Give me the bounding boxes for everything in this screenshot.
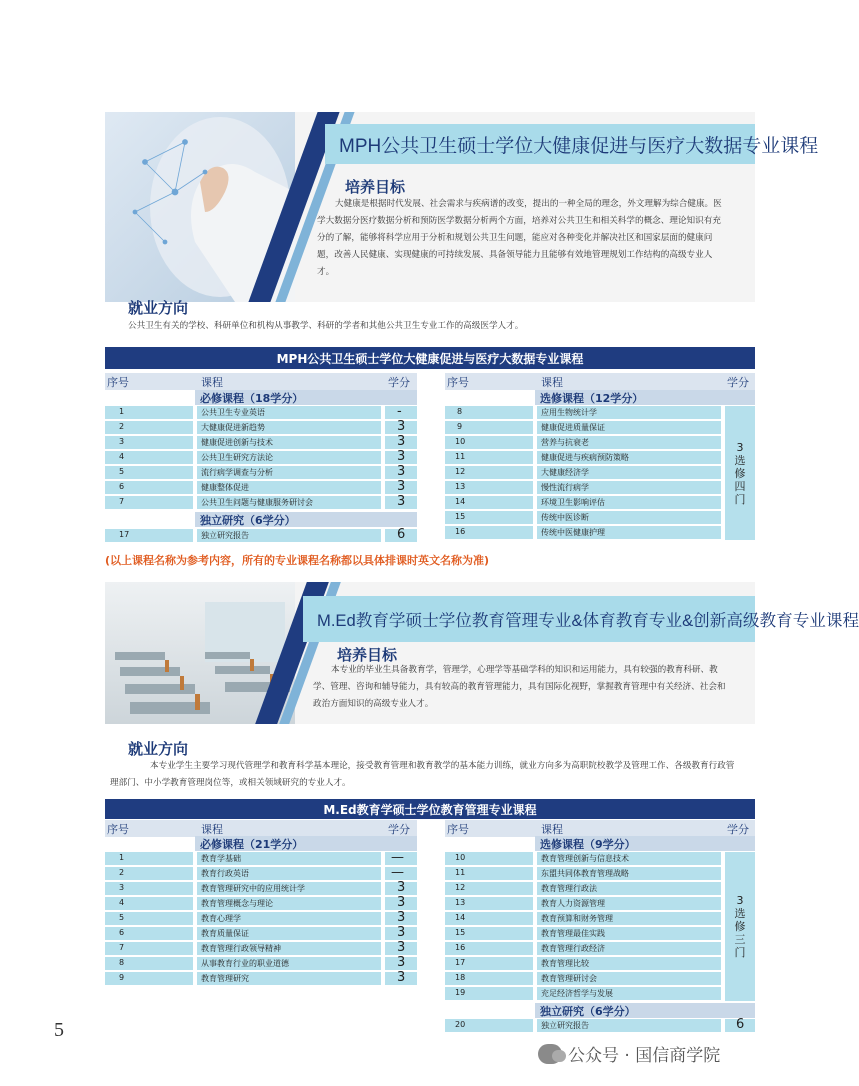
table-row: 6 健康整体促进 3 [105,480,417,495]
med-right-header [445,820,755,837]
header-no: 序号 [107,823,129,836]
header-course: 课程 [541,376,563,389]
med-required-category: 必修课程（21学分） [105,836,417,851]
med-banner-title-bar [303,596,859,642]
table-row: 11 东盟共同体教育管理战略 [445,866,755,881]
table-row: 7 教育管理行政领导精神 3 [105,941,417,956]
mph-banner [105,112,819,302]
table-row: 10 营养与抗衰老 [445,435,755,450]
table-row: 14 环境卫生影响评估 [445,495,755,510]
med-employment-text: 本专业学生主要学习现代管理学和教育科学基本理论，接受教育管理和教育教学的基本能力训练，就业方向多为高职院校教学及管理工作、各级教育行政管理部门、中小学教育管理岗位等，或相关领域研究的专业人才。 [110,761,735,788]
table-row: 19 充足经济哲学与发展 [445,986,755,1001]
mph-research-category: 独立研究（6学分） [105,512,417,527]
table-row: 4 公共卫生研究方法论 3 [105,450,417,465]
course-note: (以上课程名称为参考内容，所有的专业课程名称都以具体排课时英文名称为准) [105,554,490,567]
header-no: 序号 [447,823,469,836]
header-course: 课程 [201,376,223,389]
med-right-table [445,836,755,1036]
mph-elective-category: 选修课程（12学分） [445,390,755,405]
table-row: 17 教育管理比较 [445,956,755,971]
watermark [538,1041,720,1066]
table-row: 11 健康促进与疾病预防策略 [445,450,755,465]
mph-employment-heading: 就业方向 [128,299,189,317]
mph-goal-heading: 培养目标 [345,178,406,196]
header-course: 课程 [201,823,223,836]
header-credit: 学分 [388,823,410,836]
mph-table-title: MPH公共卫生硕士学位大健康促进与医疗大数据专业课程 [105,347,755,369]
table-row: 8 从事教育行业的职业道德 3 [105,956,417,971]
table-row: 16 教育管理行政经济 [445,941,755,956]
table-row: 5 流行病学调查与分析 3 [105,465,417,480]
mph-right-header [445,373,755,390]
mph-required-category: 必修课程（18学分） [105,390,417,405]
table-row: 16 传统中医健康护理 [445,525,755,540]
table-row: 1 公共卫生专业英语 - [105,405,417,420]
med-banner-title: M.Ed教育学硕士学位教育管理专业&体育教育专业&创新高级教育专业课程 [317,611,859,630]
header-credit: 学分 [727,376,749,389]
mph-elective-credit: 3 选 修 四 门 [725,406,755,540]
table-row: 14 教育预算和财务管理 [445,911,755,926]
table-row: 12 大健康经济学 [445,465,755,480]
med-elective-category: 选修课程（9学分） [445,836,755,851]
table-row: 1 教育学基础 — [105,851,417,866]
med-banner [105,582,859,724]
table-row: 8 应用生物统计学 [445,405,755,420]
mph-left-header [105,373,417,390]
header-no: 序号 [447,376,469,389]
table-row: 12 教育管理行政法 [445,881,755,896]
mph-left-table [105,390,417,545]
med-goal-heading: 培养目标 [337,646,398,664]
table-row: 15 教育管理最佳实践 [445,926,755,941]
mph-goal-text: 大健康是根据时代发展、社会需求与疾病谱的改变，提出的一种全局的理念，外文理解为综合健康。医学大数据分医疗数据分析和预防医学数据分析两个方面，培养对公共卫生和相关科学的概念、理论知识有充分的了解，能够将科学应用于分析和规划公共卫生问题，能应对各种变化并解决社区和国家层面的健康问题，改善人民健康、实现健康的可持续发展、具备领导能力且能够有效地管理规划工作结构的高级专业人才。 [317,199,722,277]
med-left-header [105,820,417,837]
header-credit: 学分 [727,823,749,836]
table-row: 20 独立研究报告 6 [445,1018,755,1033]
table-row: 15 传统中医诊断 [445,510,755,525]
table-row: 18 教育管理研讨会 [445,971,755,986]
table-row: 9 健康促进质量保证 [445,420,755,435]
mph-banner-title-bar [325,124,819,164]
table-row: 4 教育管理概念与理论 3 [105,896,417,911]
med-goal-text: 本专业的毕业生具备教育学，管理学，心理学等基础学科的知识和运用能力，具有较强的教育科研、教学、管理、咨询和辅导能力，具有较高的教育管理能力，具有国际化视野，掌握教育管理中有关经济、社会和政治方面知识的高级专业人才。 [313,665,726,709]
table-row: 13 教育人力资源管理 [445,896,755,911]
header-no: 序号 [107,376,129,389]
table-row: 10 教育管理创新与信息技术 [445,851,755,866]
header-course: 课程 [541,823,563,836]
watermark-text: 公众号 · 国信商学院 [568,1046,721,1066]
table-row: 5 教育心理学 3 [105,911,417,926]
table-row: 3 教育管理研究中的应用统计学 3 [105,881,417,896]
page-number: 5 [54,1019,64,1041]
table-row: 13 慢性流行病学 [445,480,755,495]
mph-right-table [445,390,755,545]
med-table-title: M.Ed教育学硕士学位教育管理专业课程 [105,799,755,819]
med-elective-credit: 3 选 修 三 门 [725,852,755,1001]
header-credit: 学分 [388,376,410,389]
table-row: 3 健康促进创新与技术 3 [105,435,417,450]
table-row: 2 教育行政英语 — [105,866,417,881]
table-row: 9 教育管理研究 3 [105,971,417,986]
med-research-category: 独立研究（6学分） [445,1003,755,1018]
med-left-table [105,836,417,991]
table-row: 6 教育质量保证 3 [105,926,417,941]
table-row: 17 独立研究报告 6 [105,528,417,543]
mph-banner-title: MPH公共卫生硕士学位大健康促进与医疗大数据专业课程 [339,135,819,157]
wechat-icon [538,1044,562,1064]
table-row: 7 公共卫生问题与健康服务研讨会 3 [105,495,417,510]
table-row: 2 大健康促进新趋势 3 [105,420,417,435]
med-employment-heading: 就业方向 [128,740,189,758]
mph-employment-text: 公共卫生有关的学校、科研单位和机构从事教学、科研的学者和其他公共卫生专业工作的高级医学人才。 [128,321,524,331]
